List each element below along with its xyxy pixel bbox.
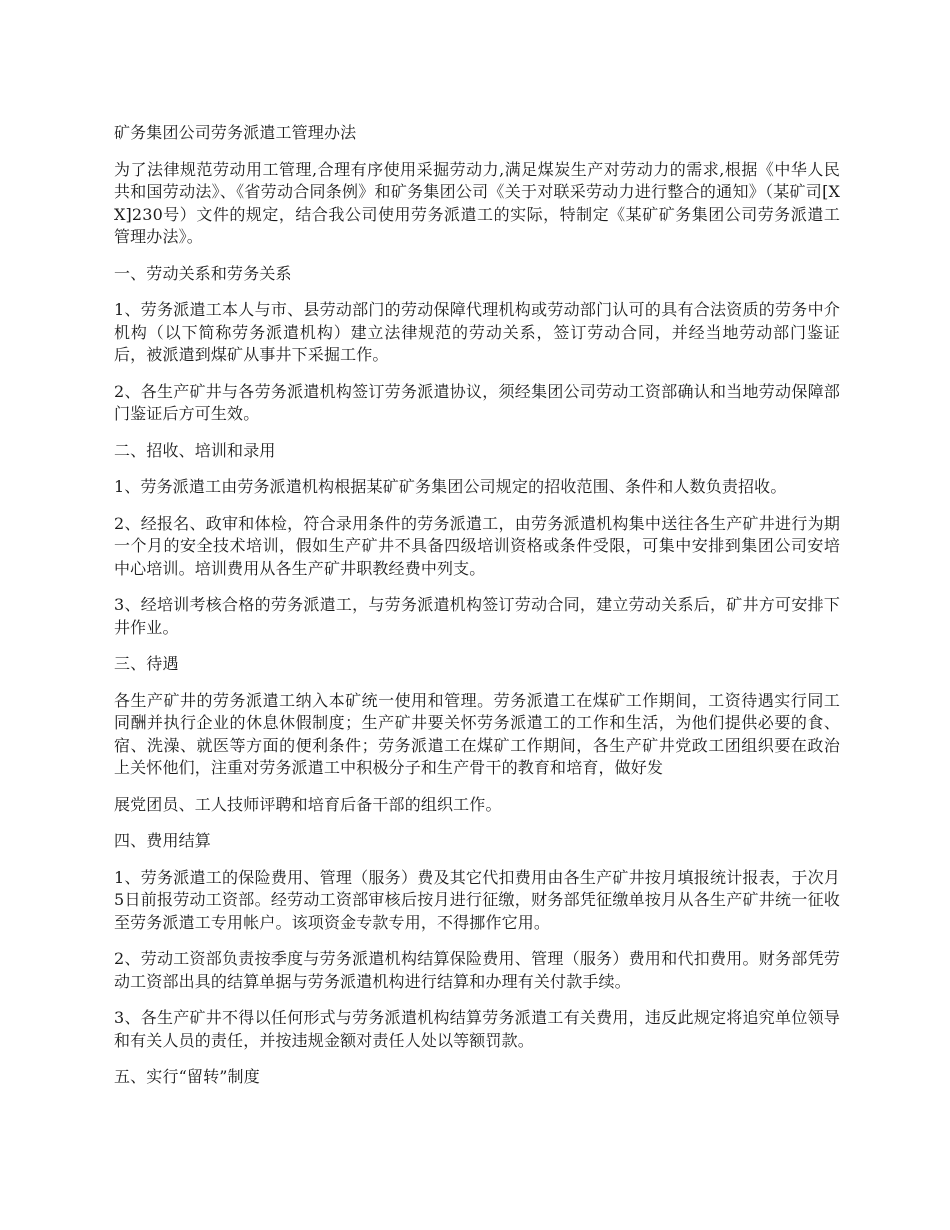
section-heading-3: 三、待遇 bbox=[114, 654, 179, 673]
section-heading-2: 二、招收、培训和录用 bbox=[114, 440, 276, 460]
section-1-paragraph-1: 1、劳务派遣工本人与市、县劳动部门的劳动保障代理机构或劳动部门认可的具有合法资质的劳务中介机构（以下简称劳务派遣机构）建立法律规范的劳动关系，签订劳动合同，并经当地劳动部门鉴证后，被派遣到煤矿从事井下采掘工作。 bbox=[114, 300, 840, 364]
document-page bbox=[114, 122, 840, 1103]
section-2-paragraph-2: 2、经报名、政审和体检，符合录用条件的劳务派遣工，由劳务派遣机构集中送往各生产矿井进行为期一个月的安全技术培训，假如生产矿井不具备四级培训资格或条件受限，可集中安排到集团公司安培中心培训。培训费用从各生产矿井职教经费中列支。 bbox=[114, 513, 840, 578]
intro-paragraph: 为了法律规范劳动用工管理,合理有序使用采掘劳动力,满足煤炭生产对劳动力的需求,根据《中华人民共和国劳动法》、《省劳动合同条例》和矿务集团公司《关于对联采劳动力进行整合的通知》（某矿司[XX]230号）文件的规定，结合我公司使用劳务派遣工的实际，特制定《某矿矿务集团公司劳务派遣工管理办法》。 bbox=[114, 159, 840, 246]
section-2-paragraph-3: 3、经培训考核合格的劳务派遣工，与劳务派遣机构签订劳动合同，建立劳动关系后，矿井方可安排下井作业。 bbox=[114, 595, 840, 637]
document-title: 矿务集团公司劳务派遣工管理办法 bbox=[114, 123, 357, 142]
section-3-paragraph-1: 各生产矿井的劳务派遣工纳入本矿统一使用和管理。劳务派遣工在煤矿工作期间，工资待遇实行同工同酬并执行企业的休息休假制度；生产矿井要关怀劳务派遣工的工作和生活，为他们提供必要的食、宿、洗澡、就医等方面的便利条件；劳务派遣工在煤矿工作期间，各生产矿井党政工团组织要在政治上关怀他们，注重对劳务派遣工中积极分子和生产骨干的教育和培育，做好发 bbox=[114, 690, 840, 777]
section-3-paragraph-2: 展党团员、工人技师评聘和培育后备干部的组织工作。 bbox=[114, 794, 502, 814]
section-1-paragraph-2: 2、各生产矿井与各劳务派遣机构签订劳务派遣协议，须经集团公司劳动工资部确认和当地劳动保障部门鉴证后方可生效。 bbox=[114, 381, 840, 423]
section-4-paragraph-1: 1、劳务派遣工的保险费用、管理（服务）费及其它代扣费用由各生产矿井按月填报统计报表，于次月5日前报劳动工资部。经劳动工资部审核后按月进行征缴，财务部凭征缴单按月从各生产矿井统一征收至劳务派遣工专用帐户。该项资金专款专用，不得挪作它用。 bbox=[114, 867, 840, 932]
section-4-paragraph-2: 2、劳动工资部负责按季度与劳务派遣机构结算保险费用、管理（服务）费用和代扣费用。财务部凭劳动工资部出具的结算单据与劳务派遣机构进行结算和办理有关付款手续。 bbox=[114, 949, 840, 991]
section-heading-5: 五、实行“留转”制度 bbox=[114, 1067, 260, 1086]
section-heading-4: 四、费用结算 bbox=[114, 831, 211, 850]
section-2-paragraph-1: 1、劳务派遣工由劳务派遣机构根据某矿矿务集团公司规定的招收范围、条件和人数负责招收。 bbox=[114, 477, 787, 496]
section-heading-1: 一、劳动关系和劳务关系 bbox=[114, 263, 292, 283]
section-4-paragraph-3: 3、各生产矿井不得以任何形式与劳务派遣机构结算劳务派遣工有关费用，违反此规定将追究单位领导和有关人员的责任，并按违规金额对责任人处以等额罚款。 bbox=[114, 1008, 840, 1050]
